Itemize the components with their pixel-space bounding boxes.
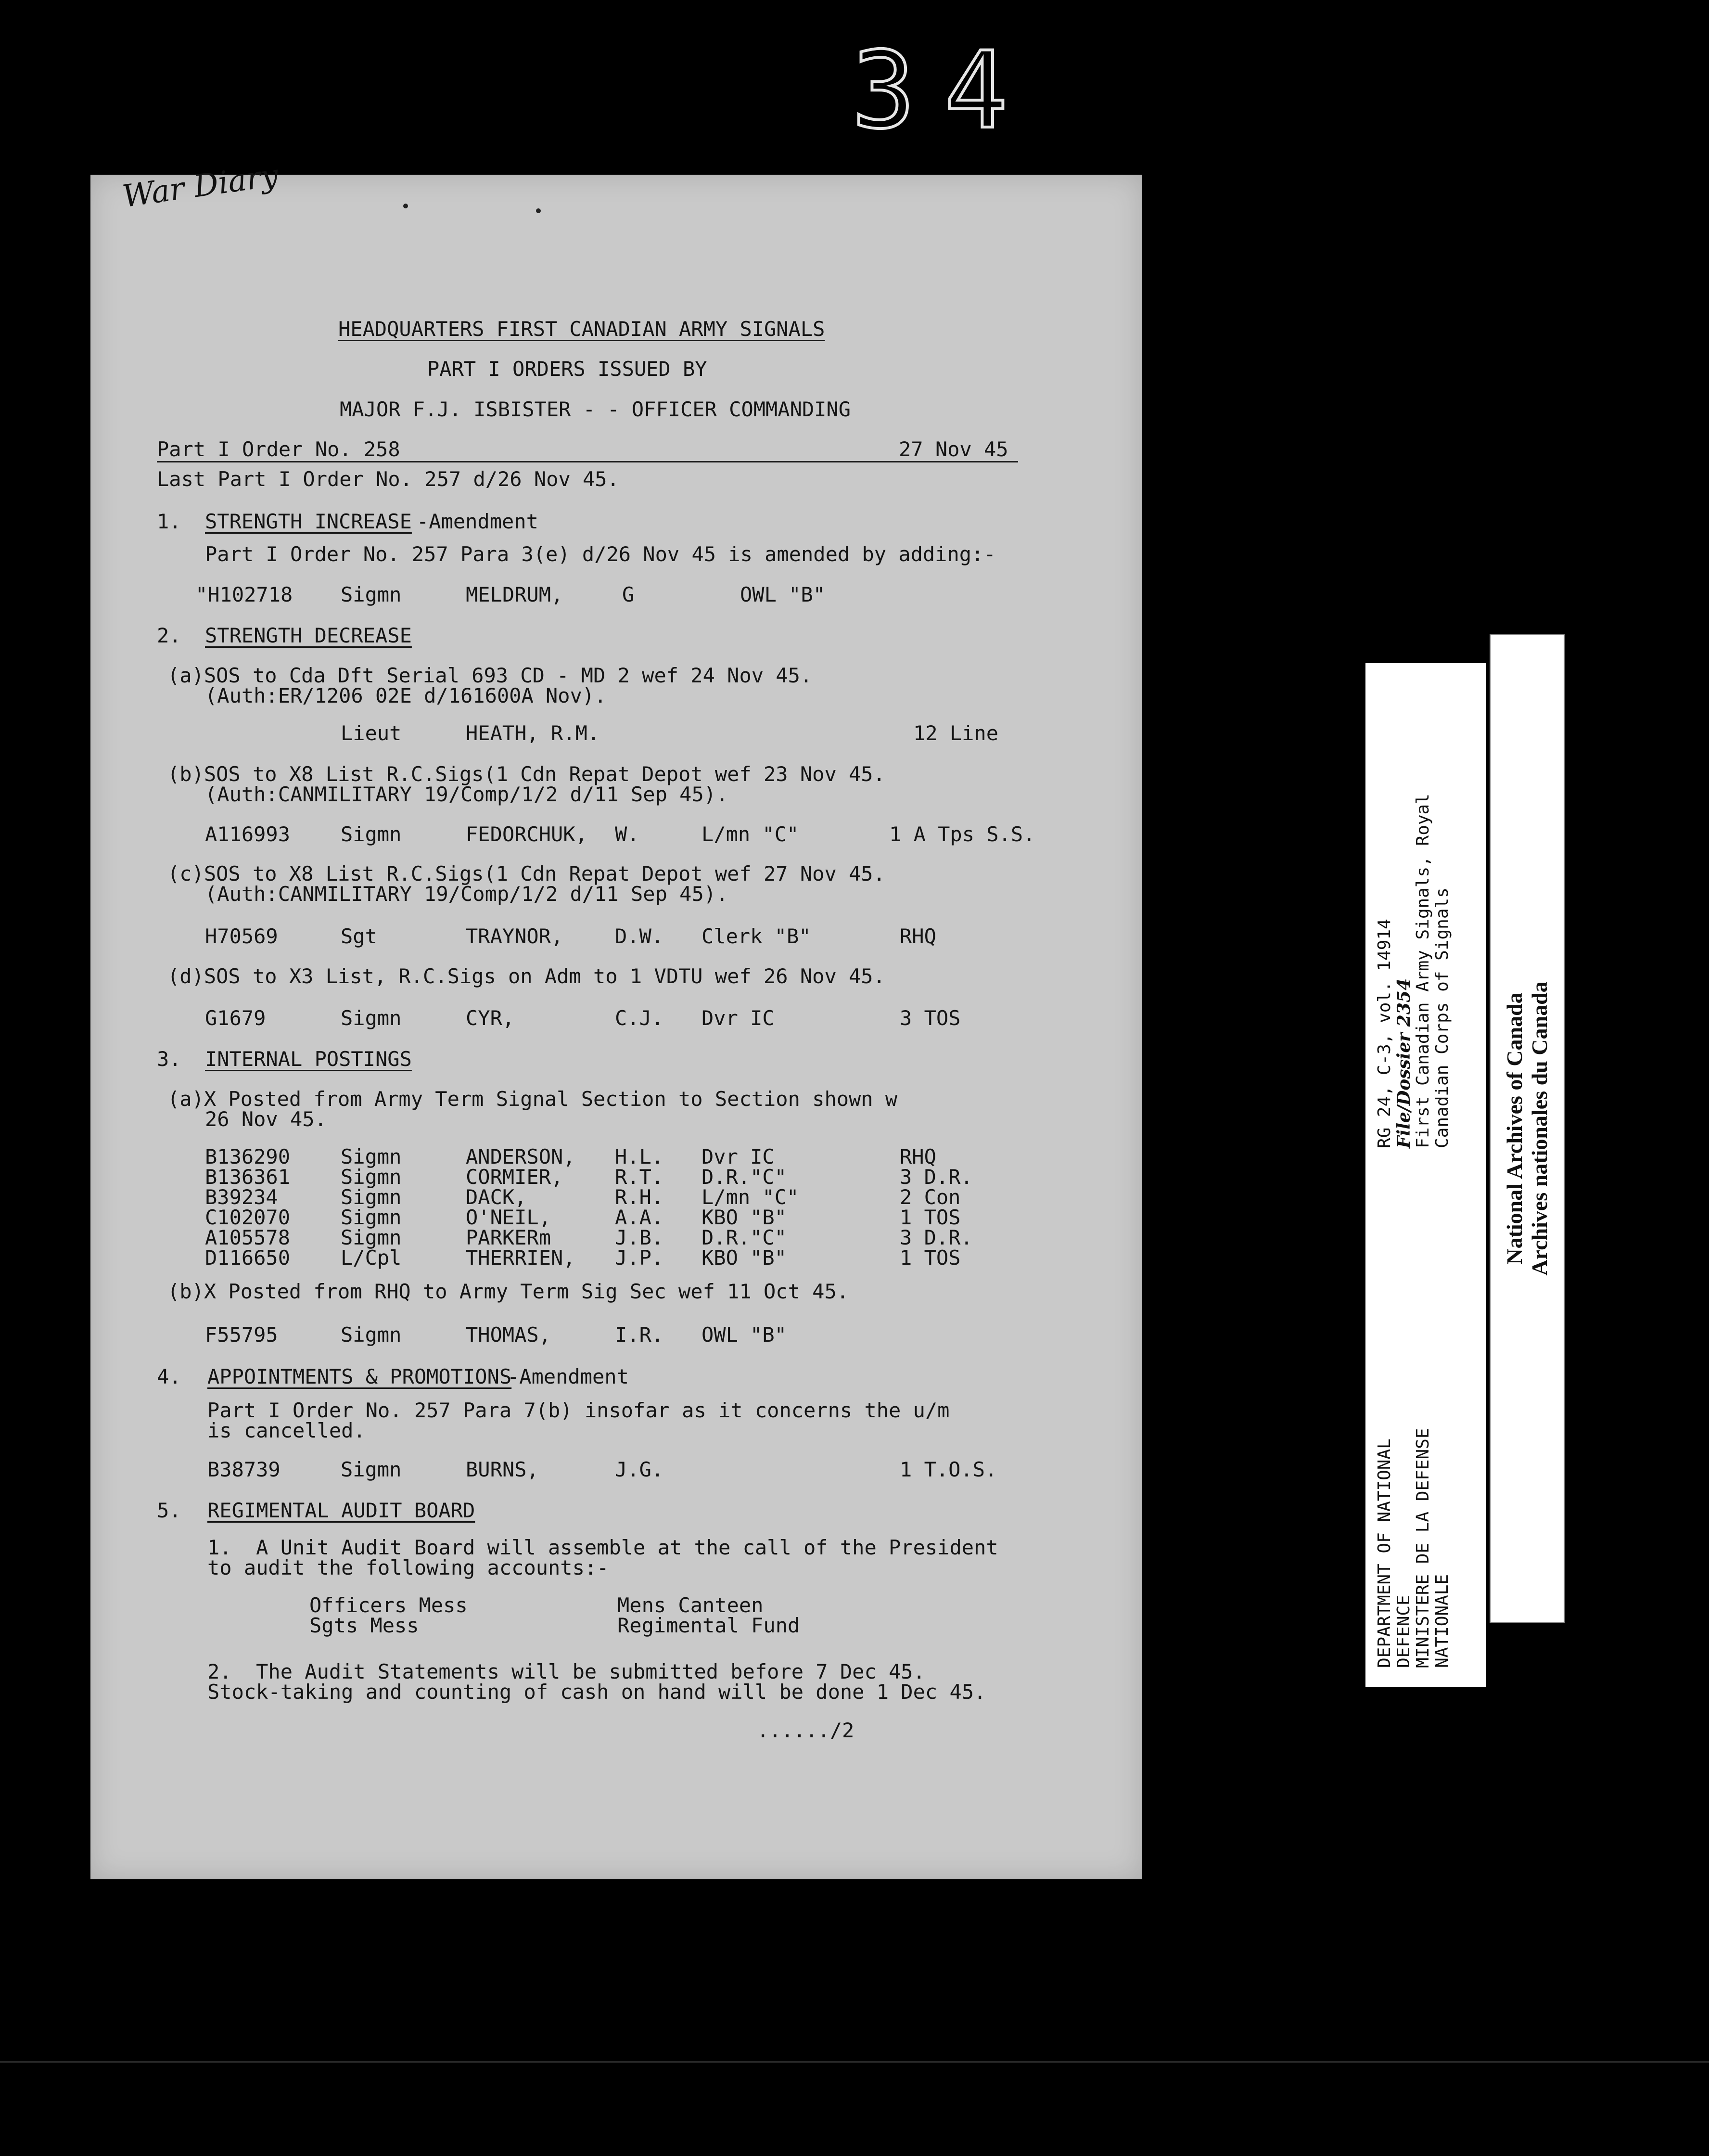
s2b-line2: (Auth:CANMILITARY 19/Comp/1/2 d/11 Sep 45). [205,783,728,806]
posting-cell: Dvr IC [701,1145,775,1168]
stamp-reference: RG 24, C-3, vol. 14914 [1375,919,1394,1148]
posting-cell: B136361 [205,1165,291,1189]
s4-cell: Sigmn [341,1458,402,1481]
section-1-title: STRENGTH INCREASE [205,510,412,533]
order-number: Part I Order No. 258 [157,437,400,461]
s2d-cell: G1679 [205,1006,266,1030]
section-4-title: APPOINTMENTS & PROMOTIONS [207,1365,512,1388]
s3b-cell: THOMAS, [466,1323,551,1347]
s2c-cell: H70569 [205,924,278,948]
account-item: Mens Canteen [617,1593,764,1617]
posting-cell: D116650 [205,1246,291,1270]
header-officer: MAJOR F.J. ISBISTER - - OFFICER COMMANDING [340,398,851,421]
s3b-cell: F55795 [205,1323,278,1347]
section-1-suffix: -Amendment [417,510,538,533]
s2c-cell: D.W. [615,924,664,948]
paper-mark [536,208,541,213]
posting-cell: DACK, [466,1185,527,1209]
s2d-cell: C.J. [615,1006,664,1030]
s2b-cell: W. [615,822,639,846]
posting-cell: D.R."C" [701,1226,787,1249]
posting-cell: B136290 [205,1145,291,1168]
s1-cell: "H102718 [195,583,293,606]
section-4-suffix: -Amendment [507,1365,629,1388]
s2b-cell: FEDORCHUK, [466,822,587,846]
posting-cell: L/mn "C" [701,1185,799,1209]
continuation-marker: ....../2 [757,1719,854,1742]
posting-cell: D.R."C" [701,1165,787,1189]
posting-cell: C102070 [205,1206,291,1229]
s4-line1: Part I Order No. 257 Para 7(b) insofar as it concerns the u/m [207,1399,950,1422]
posting-cell: Sigmn [341,1206,402,1229]
paper-mark [403,204,408,208]
posting-cell: 2 Con [900,1185,961,1209]
s2a-cell: 12 Line [913,721,999,745]
posting-cell: B39234 [205,1185,278,1209]
posting-cell: Sigmn [341,1185,402,1209]
s2c-cell: Sgt [341,924,377,948]
account-item: Sgts Mess [309,1614,419,1637]
s2d-cell: Dvr IC [701,1006,775,1030]
header-title: HEADQUARTERS FIRST CANADIAN ARMY SIGNALS [338,317,825,341]
posting-cell: A.A. [615,1206,664,1229]
s2b-cell: L/mn "C" [701,822,799,846]
s2c-cell: TRAYNOR, [466,924,563,948]
stamp-dept-line: DEFENCE [1394,1595,1414,1668]
s2c-cell: RHQ [900,924,936,948]
s5-p1-line1: 1. A Unit Audit Board will assemble at the call of the President [207,1536,998,1559]
s3a-line1: (a)X Posted from Army Term Signal Section to Section shown w [167,1087,898,1111]
s1-cell: OWL "B" [740,583,826,606]
last-order: Last Part I Order No. 257 d/26 Nov 45. [157,467,619,491]
s2b-cell: 1 A Tps S.S. [889,822,1035,846]
stamp-title: Canadian Corps of Signals [1432,887,1452,1148]
archives-en: National Archives of Canada [1502,992,1527,1265]
posting-cell: CORMIER, [466,1165,563,1189]
posting-cell: L/Cpl [341,1246,402,1270]
posting-cell: PARKERm [466,1226,551,1249]
s2b-cell: A116993 [205,822,291,846]
s2d-line1: (d)SOS to X3 List, R.C.Sigs on Adm to 1 VDTU wef 26 Nov 45. [167,964,885,988]
s2d-cell: Sigmn [341,1006,402,1030]
order-date: 27 Nov 45 [899,437,1008,461]
s1-cell: G [622,583,635,606]
section-2-number: 2. [157,624,181,647]
document-page [90,157,1142,1879]
posting-cell: KBO "B" [701,1206,787,1229]
s2a-line1: (a)SOS to Cda Dft Serial 693 CD - MD 2 wef 24 Nov 45. [167,664,813,687]
s2c-cell: Clerk "B" [701,924,811,948]
stamp-dept-line: DEPARTMENT OF NATIONAL [1375,1438,1394,1668]
s3a-line2: 26 Nov 45. [205,1107,327,1131]
s2a-cell: Lieut [341,721,402,745]
s2b-cell: Sigmn [341,822,402,846]
s4-cell: 1 T.O.S. [900,1458,997,1481]
s2d-cell: CYR, [466,1006,515,1030]
section-4-number: 4. [157,1365,181,1388]
stamp-file: File/Dossier 2354 [1394,978,1414,1148]
s3b-line1: (b)X Posted from RHQ to Army Term Sig Sec wef 11 Oct 45. [167,1280,849,1303]
s2c-line2: (Auth:CANMILITARY 19/Comp/1/2 d/11 Sep 45). [205,882,728,906]
posting-cell: THERRIEN, [466,1246,575,1270]
order-rule [157,461,1018,462]
s5-p2-line2: Stock-taking and counting of cash on hand will be done 1 Dec 45. [207,1680,986,1704]
stamp-title: First Canadian Army Signals, Royal [1413,794,1433,1148]
s1-cell: MELDRUM, [466,583,563,606]
header-subtitle: PART I ORDERS ISSUED BY [427,357,707,381]
s2c-line1: (c)SOS to X8 List R.C.Sigs(1 Cdn Repat Depot wef 27 Nov 45. [167,862,885,886]
stamp-dept-line: NATIONALE [1432,1574,1452,1668]
s2b-line1: (b)SOS to X8 List R.C.Sigs(1 Cdn Repat Depot wef 23 Nov 45. [167,762,885,786]
s5-p1-line2: to audit the following accounts:- [207,1556,609,1579]
national-archives-stamp [1490,634,1565,1623]
posting-cell: Sigmn [341,1165,402,1189]
posting-cell: A105578 [205,1226,291,1249]
department-stamp [1365,663,1486,1687]
film-edge [0,2061,1709,2063]
posting-cell: 3 D.R. [900,1165,973,1189]
posting-cell: J.P. [615,1246,664,1270]
section-1-number: 1. [157,510,181,533]
posting-cell: KBO "B" [701,1246,787,1270]
posting-cell: O'NEIL, [466,1206,551,1229]
s2a-line2: (Auth:ER/1206 02E d/161600A Nov). [205,684,607,707]
s1-cell: Sigmn [341,583,402,606]
posting-cell: R.T. [615,1165,664,1189]
s4-line2: is cancelled. [207,1419,366,1442]
posting-cell: J.B. [615,1226,664,1249]
section-1-text: Part I Order No. 257 Para 3(e) d/26 Nov 45 is amended by adding:- [205,542,996,566]
s4-cell: BURNS, [466,1458,539,1481]
account-item: Officers Mess [309,1593,468,1617]
s2a-cell: HEATH, R.M. [466,721,600,745]
section-3-number: 3. [157,1047,181,1071]
section-2-title: STRENGTH DECREASE [205,624,412,647]
handwritten-note: War Diary [120,157,281,215]
posting-cell: ANDERSON, [466,1145,575,1168]
posting-cell: 3 D.R. [900,1226,973,1249]
s3b-cell: Sigmn [341,1323,402,1347]
s4-cell: B38739 [207,1458,281,1481]
posting-cell: 1 TOS [900,1206,961,1229]
s2d-cell: 3 TOS [900,1006,961,1030]
archives-fr: Archives nationales du Canada [1527,981,1552,1276]
posting-cell: H.L. [615,1145,664,1168]
s3b-cell: I.R. [615,1323,664,1347]
frame-number: 34 [852,29,1037,152]
section-5-title: REGIMENTAL AUDIT BOARD [207,1499,475,1522]
stamp-dept-line: MINISTERE DE LA DEFENSE [1413,1428,1433,1668]
posting-cell: Sigmn [341,1226,402,1249]
s3b-cell: OWL "B" [701,1323,787,1347]
posting-cell: R.H. [615,1185,664,1209]
posting-cell: Sigmn [341,1145,402,1168]
s4-cell: J.G. [615,1458,664,1481]
section-3-title: INTERNAL POSTINGS [205,1047,412,1071]
section-5-number: 5. [157,1499,181,1522]
s5-p2-line1: 2. The Audit Statements will be submitted before 7 Dec 45. [207,1660,925,1683]
posting-cell: 1 TOS [900,1246,961,1270]
account-item: Regimental Fund [617,1614,800,1637]
posting-cell: RHQ [900,1145,936,1168]
